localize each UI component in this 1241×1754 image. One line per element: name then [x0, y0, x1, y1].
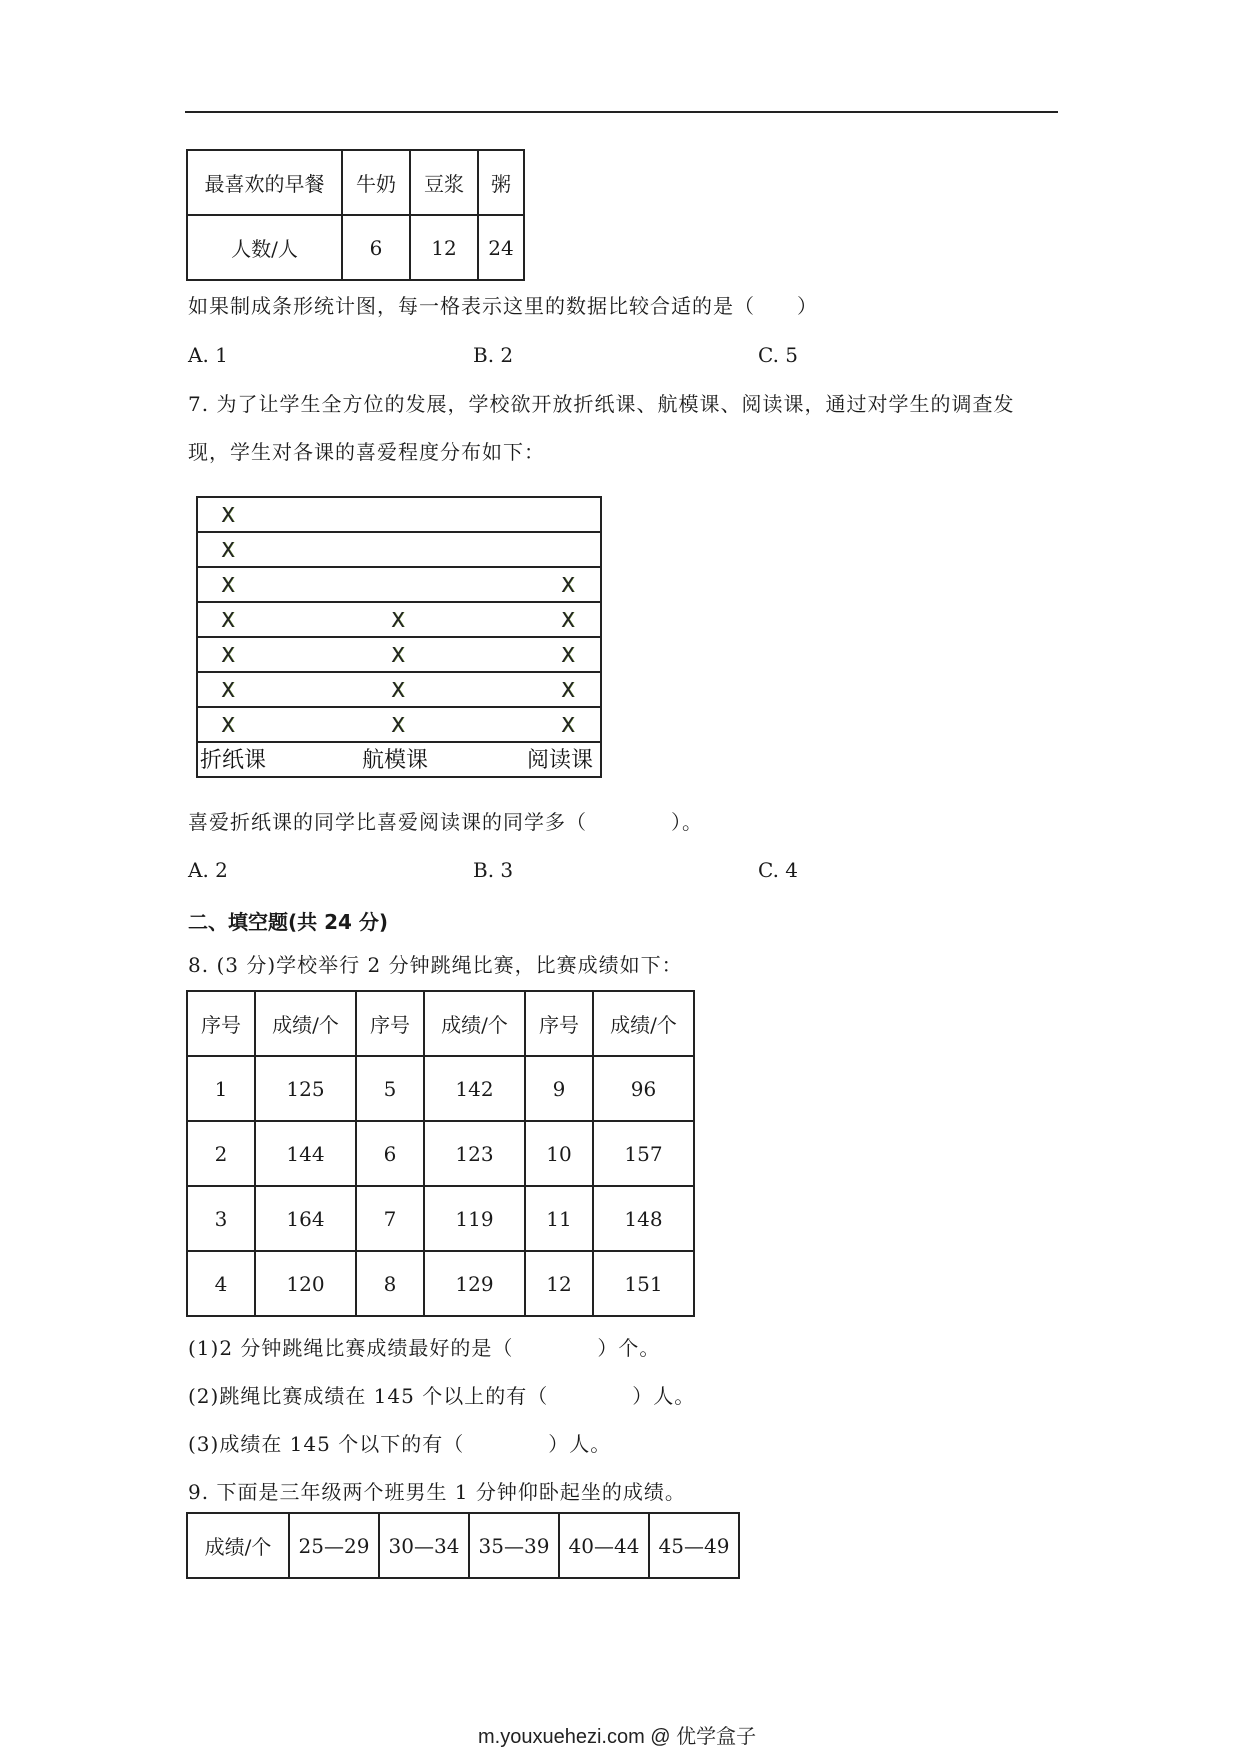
pictograph-mark: X: [391, 608, 405, 632]
table-cell: 35—39: [469, 1513, 559, 1578]
q8-stem: 8. (3 分)学校举行 2 分钟跳绳比赛，比赛成绩如下：: [188, 953, 683, 977]
table-cell: 24: [478, 215, 524, 280]
table-cell: 豆浆: [410, 150, 478, 215]
footer-watermark: m.youxuehezi.com @ 优学盒子: [478, 1726, 757, 1748]
pictograph-category-label: 航模课: [362, 748, 429, 773]
q6-option-a[interactable]: A. 1: [188, 343, 228, 367]
situp-table: [186, 1512, 740, 1579]
table-cell: 人数/人: [187, 215, 342, 280]
q6-stem: 如果制成条形统计图，每一格表示这里的数据比较合适的是（ ）: [188, 294, 818, 318]
table-cell: 148: [593, 1186, 694, 1251]
pictograph-mark: X: [391, 643, 405, 667]
pictograph-mark: X: [561, 608, 575, 632]
q8-sub1: (1)2 分钟跳绳比赛成绩最好的是（ ）个。: [188, 1336, 661, 1360]
table-cell: 12: [410, 215, 478, 280]
table-header: 序号: [525, 991, 593, 1056]
pictograph-mark: X: [561, 643, 575, 667]
q8-sub3: (3)成绩在 145 个以下的有（ ）人。: [188, 1432, 612, 1456]
table-cell: 157: [593, 1121, 694, 1186]
table-cell: 7: [356, 1186, 424, 1251]
q7-stem-line2: 现，学生对各课的喜爱程度分布如下：: [188, 440, 545, 464]
score-table: [186, 990, 695, 1317]
table-header: 序号: [356, 991, 424, 1056]
header-rule: [185, 111, 1058, 113]
table-cell: 142: [424, 1056, 525, 1121]
q7-question: 喜爱折纸课的同学比喜爱阅读课的同学多（ ）。: [188, 810, 703, 834]
pictograph-row: [198, 568, 600, 603]
breakfast-table: [186, 149, 525, 281]
table-cell: 2: [187, 1121, 255, 1186]
table-cell: 96: [593, 1056, 694, 1121]
table-cell: 6: [342, 215, 410, 280]
table-cell: 151: [593, 1251, 694, 1316]
table-cell: 8: [356, 1251, 424, 1316]
q7-option-b[interactable]: B. 3: [473, 858, 514, 882]
q8-sub2: (2)跳绳比赛成绩在 145 个以上的有（ ）人。: [188, 1384, 696, 1408]
q9-stem: 9. 下面是三年级两个班男生 1 分钟仰卧起坐的成绩。: [188, 1480, 686, 1504]
table-cell: 129: [424, 1251, 525, 1316]
pictograph-mark: X: [561, 573, 575, 597]
table-cell: 10: [525, 1121, 593, 1186]
table-header: 序号: [187, 991, 255, 1056]
table-cell: 40—44: [559, 1513, 649, 1578]
pictograph-mark: X: [561, 678, 575, 702]
q7-option-c[interactable]: C. 4: [758, 858, 799, 882]
table-cell: 119: [424, 1186, 525, 1251]
table-header: 成绩/个: [187, 1513, 289, 1578]
table-cell: 最喜欢的早餐: [187, 150, 342, 215]
pictograph-row: [198, 533, 600, 568]
table-cell: 144: [255, 1121, 356, 1186]
pictograph-row: [198, 498, 600, 533]
table-cell: 164: [255, 1186, 356, 1251]
pictograph-category-label: 折纸课: [200, 748, 267, 773]
table-cell: 4: [187, 1251, 255, 1316]
pictograph-mark: X: [221, 503, 235, 527]
pictograph-mark: X: [391, 678, 405, 702]
table-header: 成绩/个: [255, 991, 356, 1056]
table-header: 成绩/个: [424, 991, 525, 1056]
table-cell: 12: [525, 1251, 593, 1316]
table-cell: 5: [356, 1056, 424, 1121]
pictograph-mark: X: [221, 608, 235, 632]
table-cell: 45—49: [649, 1513, 739, 1578]
pictograph-mark: X: [391, 713, 405, 737]
table-cell: 25—29: [289, 1513, 379, 1578]
table-cell: 123: [424, 1121, 525, 1186]
section-title: 二、填空题(共 24 分): [188, 910, 389, 934]
table-cell: 120: [255, 1251, 356, 1316]
pictograph-mark: X: [221, 643, 235, 667]
pictograph-mark: X: [221, 538, 235, 562]
pictograph-mark: X: [561, 713, 575, 737]
table-header: 成绩/个: [593, 991, 694, 1056]
pictograph-mark: X: [221, 678, 235, 702]
table-cell: 9: [525, 1056, 593, 1121]
pictograph-category-label: 阅读课: [527, 748, 594, 773]
table-cell: 粥: [478, 150, 524, 215]
pictograph-mark: X: [221, 713, 235, 737]
q7-stem-line1: 7. 为了让学生全方位的发展，学校欲开放折纸课、航模课、阅读课，通过对学生的调查发: [188, 392, 1015, 416]
table-cell: 11: [525, 1186, 593, 1251]
table-cell: 125: [255, 1056, 356, 1121]
pictograph: [196, 496, 602, 778]
table-cell: 1: [187, 1056, 255, 1121]
q7-option-a[interactable]: A. 2: [188, 858, 228, 882]
q6-option-b[interactable]: B. 2: [473, 343, 514, 367]
table-cell: 牛奶: [342, 150, 410, 215]
table-cell: 6: [356, 1121, 424, 1186]
q6-option-c[interactable]: C. 5: [758, 343, 799, 367]
pictograph-mark: X: [221, 573, 235, 597]
table-cell: 30—34: [379, 1513, 469, 1578]
table-cell: 3: [187, 1186, 255, 1251]
